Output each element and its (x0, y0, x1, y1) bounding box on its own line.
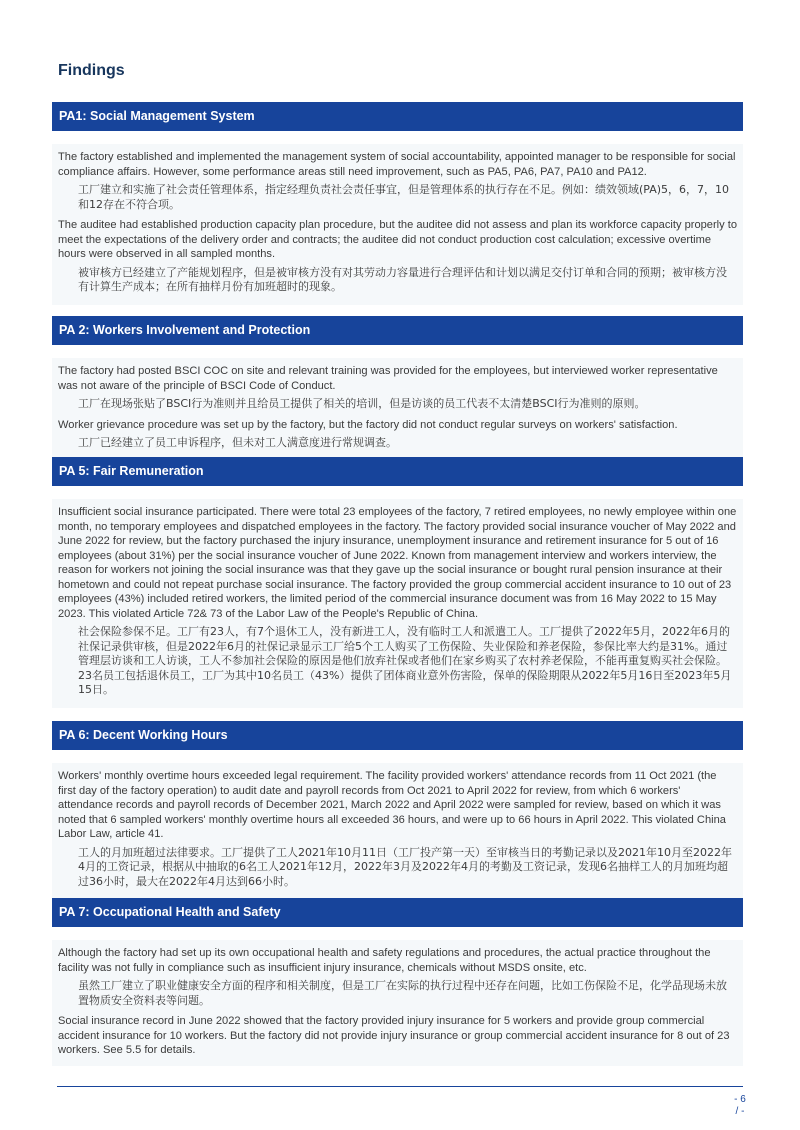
section-body (52, 144, 743, 305)
section-pa1 (52, 102, 743, 305)
section-pa5 (52, 457, 743, 708)
section-header: PA 6: Decent Working Hours (52, 721, 743, 750)
finding-text-zh: 社会保险参保不足。工厂有23人，有7个退休工人，没有新进工人，没有临时工人和派遣工人。工厂提供了2022年5月，2022年6月的社保记录供审核，但是2022年6月的社保记录显示工厂给5个工人购买了工伤保险、失业保险和养老保险，参保比率大约是31%。通过管理层访谈和工人访谈，工人不参加社会保险的原因是他们放弃社保或者他们在家乡购买了农村养老保险，不能再重复购买社会保险。23名员工包括退休员工，工厂为其中10名员工（43%）提供了团体商业意外伤害险，保单的保险期限从2022年5月16日至2023年5月15日。 (78, 625, 732, 696)
section-header: PA 7: Occupational Health and Safety (52, 898, 743, 927)
page-title: Findings (58, 62, 125, 79)
finding-text-zh: 工厂已经建立了员工申诉程序，但未对工人满意度进行常规调查。 (78, 436, 397, 449)
section-body (52, 763, 743, 899)
finding-text-en: Worker grievance procedure was set up by the factory, but the factory did not conduct regular surveys on workers' satisfaction. (58, 418, 678, 431)
section-pa2 (52, 316, 743, 461)
section-body (52, 499, 743, 708)
finding-text-en: The factory established and implemented the management system of social accountability, appointed manager to be responsible for social compliance affairs. However, some performance areas still need improvement, such as PA5, PA6, PA7, PA10 and PA12. (58, 151, 736, 178)
footer-divider (57, 1086, 743, 1087)
section-header: PA 5: Fair Remuneration (52, 457, 743, 486)
finding-text-en: Although the factory had set up its own occupational health and safety regulations and procedures, the actual practice throughout the facility was not fully in compliance such as insufficient injury insurance, chemicals without MSDS onsite, etc. (58, 947, 711, 974)
finding-text-en: The factory had posted BSCI COC on site and relevant training was provided for the employees, but interviewed worker representative was not aware of the principle of BSCI Code of Conduct. (58, 365, 718, 392)
section-body (52, 940, 743, 1066)
finding-text-en: Insufficient social insurance participated. There were total 23 employees of the factory, 7 retired employees, no newly employee within one month, no temporary employees and dispatched employees in the factory. The factory provided social insurance voucher of May 2022 and June 2022 for review, but the factory purchased the injury insurance, unemployment insurance and retirement insurance for 5 out of 16 employees (about 31%) per the social insurance voucher of June 2022. Known from management interview and workers interview, the reason for workers not joining the social insurance was that they gave up the social insurance or bought rural pension insurance at their hometown and could not repeat purchase social insurance. The factory provided the group commercial accident insurance to 10 out of 23 employees (43%) included retired workers, the limited period of the commercial insurance document was from 16 May 2022 to 15 May 2023. This violated Article 72& 73 of the Labor Law of the People's Republic of China. (58, 506, 737, 620)
page-number: - 6 / - (734, 1094, 746, 1117)
finding-text-en: The auditee had established production capacity plan procedure, but the auditee did not assess and plan its workforce capacity properly to meet the expectations of the delivery order and contracts; the auditee did not conduct production cost calculation; excessive overtime hours were observed in all sampled months. (58, 219, 737, 260)
finding-text-zh: 工人的月加班超过法律要求。工厂提供了工人2021年10月11日（工厂投产第一天）至审核当日的考勤记录以及2021年10月至2022年4月的工资记录，根据从中抽取的6名工人2021年12月，2022年3月及2022年4月的考勤及工资记录，发现6名抽样工人的月加班均超过36小时，最大在2022年4月达到66小时。 (78, 845, 732, 888)
section-pa7 (52, 898, 743, 1066)
finding-text-zh: 被审核方已经建立了产能规划程序，但是被审核方没有对其劳动力容量进行合理评估和计划以满足交付订单和合同的预期；被审核方没有计算生产成本；在所有抽样月份有加班超时的现象。 (78, 265, 727, 293)
finding-text-zh: 虽然工厂建立了职业健康安全方面的程序和相关制度，但是工厂在实际的执行过程中还存在问题，比如工伤保险不足，化学品现场未放置物质安全资料表等问题。 (78, 979, 727, 1007)
section-body (52, 358, 743, 461)
finding-text-zh: 工厂建立和实施了社会责任管理体系，指定经理负责社会责任事宜，但是管理体系的执行存在不足。例如：绩效领域(PA)5，6，7，10和12存在不符合项。 (78, 183, 730, 211)
section-header: PA1: Social Management System (52, 102, 743, 131)
section-header: PA 2: Workers Involvement and Protection (52, 316, 743, 345)
section-pa6 (52, 721, 743, 899)
finding-text-zh: 工厂在现场张贴了BSCI行为准则并且给员工提供了相关的培训，但是访谈的员工代表不太清楚BSCI行为准则的原则。 (78, 397, 646, 410)
finding-text-en: Social insurance record in June 2022 showed that the factory provided injury insurance for 5 workers and provide group commercial accident insurance for 10 workers. But the factory did not provide injury insurance or group commercial accident insurance for 8 out of 23 workers. See 5.5 for details. (58, 1015, 730, 1056)
finding-text-en: Workers' monthly overtime hours exceeded legal requirement. The facility provided workers' attendance records from 11 Oct 2021 (the first day of the factory operation) to audit date and payroll records from Oct 2021 to April 2022 for review, from which 6 workers' attendance records and payroll records of December 2021, March 2022 and April 2022 were sampled for review, based on which it was noted that 6 sampled workers' monthly overtime hours all exceeded 36 hours, and were up to 66 hours in April 2022. This violated China Labor Law, article 41. (58, 770, 726, 840)
